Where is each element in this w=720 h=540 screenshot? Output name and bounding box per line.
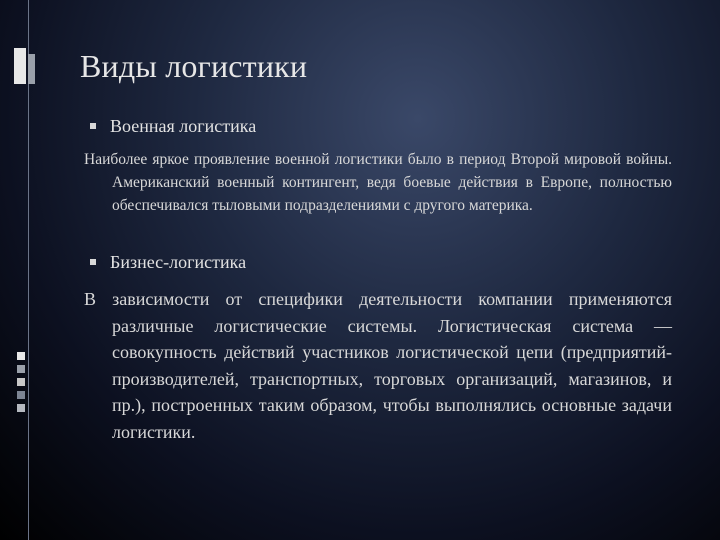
deco-square [17, 365, 25, 373]
accent-bar-gray [28, 54, 35, 84]
section-heading-military [90, 116, 256, 137]
deco-square [17, 378, 25, 386]
deco-square [17, 391, 25, 399]
slide-title: Виды логистики [80, 48, 308, 84]
title-accent-bars [14, 48, 36, 88]
section-heading-business [90, 252, 246, 273]
section-text-business: В зависимости от специфики деятельности компании применяются различные логистические системы. Логистическая система — совокупность действий участников логистической цепи (предприятий-производителей, транспортных, торговых организаций, магазинов, и пр.), построенных таким образом, чтобы выполнялись основные задачи логистики. [84, 289, 672, 442]
section-heading-text: Военная логистика [110, 116, 257, 136]
decorative-squares [17, 352, 27, 417]
section-text-military: Наиболее яркое проявление военной логистики было в период Второй мировой войны. Американский военный контингент, ведя боевые действия в Европе, полностью обеспечивался тыловыми подразделениями с другого материка. [84, 151, 672, 214]
bullet-square-icon [90, 259, 96, 265]
section-heading-text: Бизнес-логистика [110, 252, 247, 272]
accent-bar-light [14, 48, 26, 84]
bullet-square-icon [90, 123, 96, 129]
deco-square [17, 404, 25, 412]
deco-square [17, 352, 25, 360]
